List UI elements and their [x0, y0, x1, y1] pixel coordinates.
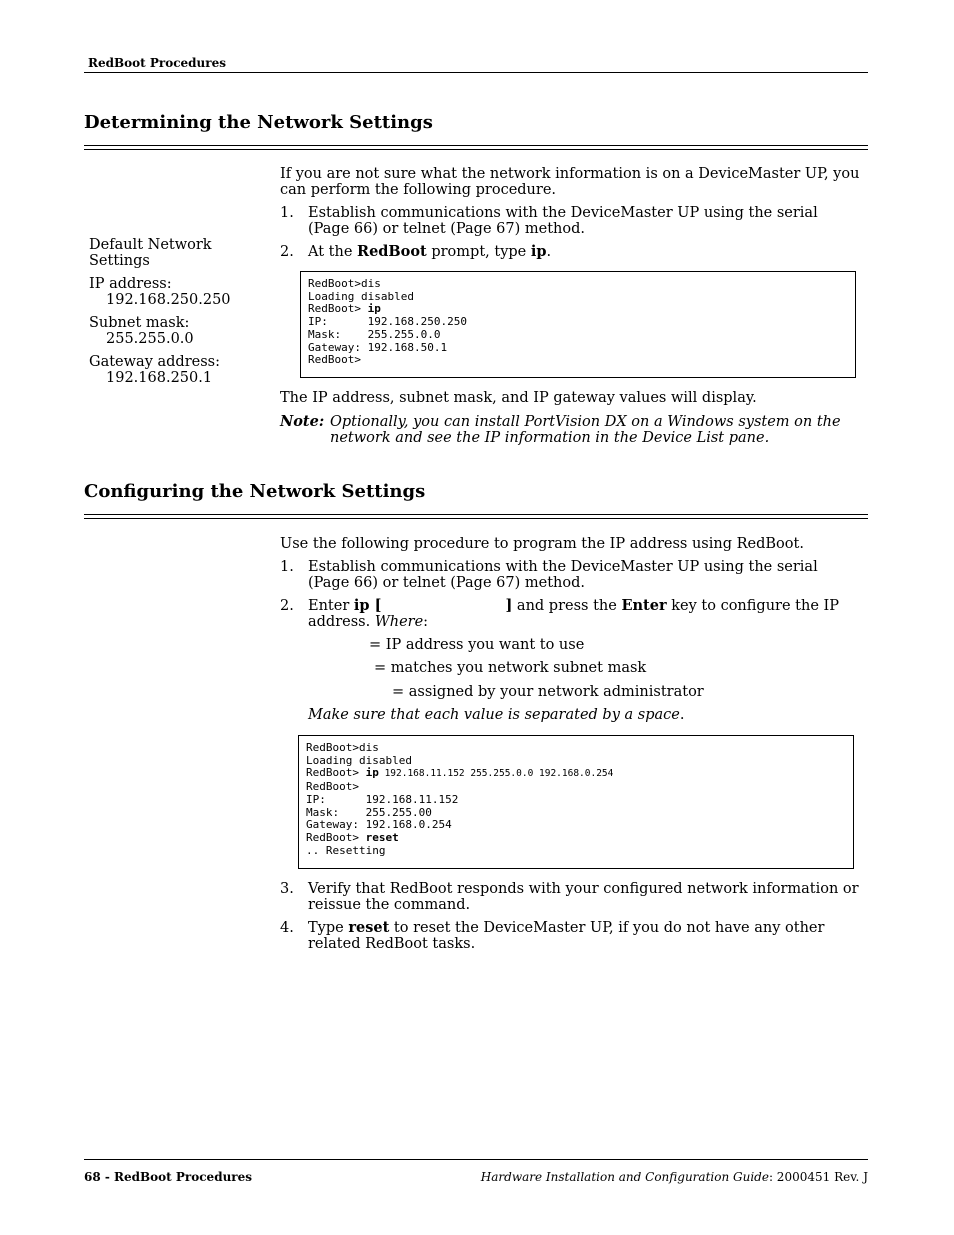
sidebar-title: Default Network Settings [89, 237, 212, 269]
code-line: RedBoot> [306, 830, 366, 844]
footer-document-title: Hardware Installation and Configuration Guide: 2000451 Rev. J [480, 1170, 868, 1184]
code-block-configure [298, 735, 854, 869]
step-text: At the RedBoot prompt, type ip. [308, 243, 552, 260]
header-rule [84, 72, 868, 73]
section-double-rule [84, 514, 868, 519]
footer-page-label: 68 - RedBoot Procedures [84, 1170, 253, 1184]
step-text: Establish communications with the DeviceMaster UP using the serial (Page 66) or telnet (Page 67) method. [308, 559, 818, 591]
step-number: 2. [280, 598, 294, 614]
code-line: Gateway: 192.168.50.1 [308, 340, 448, 354]
step-text: Verify that RedBoot responds with your configured network information or reissue the command. [308, 881, 859, 913]
intro-paragraph: If you are not sure what the network information is on a DeviceMaster UP, you can perform the following procedure. [280, 166, 860, 198]
code-args: 192.168.11.152 255.255.0.0 192.168.0.254 [378, 768, 614, 780]
step-number: 2. [280, 244, 294, 260]
step-number: 4. [280, 920, 294, 936]
definition-ip: = IP address you want to use [369, 637, 585, 653]
code-command: ip [365, 766, 379, 780]
intro-paragraph: Use the following procedure to program the IP address using RedBoot. [280, 536, 804, 552]
code-command: reset [365, 830, 399, 844]
section-title-determining: Determining the Network Settings [84, 112, 433, 133]
step-number: 1. [280, 205, 294, 221]
code-line: RedBoot> [308, 353, 361, 367]
code-line: Gateway: 192.168.0.254 [306, 818, 452, 832]
step-number: 1. [280, 559, 294, 575]
running-header: RedBoot Procedures [88, 56, 226, 70]
separator-note: Make sure that each value is separated by a space. [308, 707, 685, 723]
code-line: RedBoot> [308, 302, 368, 316]
section-title-configuring: Configuring the Network Settings [84, 481, 426, 502]
sidebar-gateway-label: Gateway address: [89, 354, 220, 370]
note-text: Optionally, you can install PortVision DX on a Windows system on the network and see the IP information in the Device List pane. [330, 414, 841, 446]
code-block-display [300, 271, 856, 378]
code-line: .. Resetting [306, 843, 386, 857]
sidebar-mask-label: Subnet mask: [89, 315, 190, 331]
sidebar-default-settings [89, 237, 259, 386]
sidebar-ip-label: IP address: [89, 276, 172, 292]
code-line: Mask: 255.255.00 [306, 805, 432, 819]
code-line: RedBoot>dis [306, 741, 379, 754]
code-line: Loading disabled [306, 753, 412, 767]
section-double-rule [84, 145, 868, 150]
code-line: IP: 192.168.11.152 [306, 792, 459, 806]
footer-rule [84, 1159, 868, 1160]
code-line: Mask: 255.255.0.0 [308, 327, 441, 341]
code-line: RedBoot> [306, 780, 359, 794]
code-line: RedBoot>dis [308, 277, 381, 290]
definition-mask: = matches you network subnet mask [374, 660, 647, 676]
result-paragraph: The IP address, subnet mask, and IP gateway values will display. [280, 390, 757, 406]
step-number: 3. [280, 881, 294, 897]
code-line: IP: 192.168.250.250 [308, 315, 467, 329]
definition-gateway: = assigned by your network administrator [392, 684, 704, 700]
code-line: RedBoot> [306, 766, 366, 780]
sidebar-gateway-value: 192.168.250.1 [106, 370, 213, 386]
code-line: Loading disabled [308, 289, 414, 303]
note-label: Note: [280, 413, 325, 430]
code-command: ip [367, 302, 381, 316]
step-text: Establish communications with the DeviceMaster UP using the serial (Page 66) or telnet (Page 67) method. [308, 205, 818, 237]
sidebar-ip-value: 192.168.250.250 [106, 292, 231, 308]
sidebar-mask-value: 255.255.0.0 [106, 331, 194, 347]
step-text: Enter ip [ ] and press the Enter key to configure the IP address. Where: [308, 597, 840, 630]
step-text: Type reset to reset the DeviceMaster UP, if you do not have any other related RedBoot tasks. [308, 919, 825, 952]
